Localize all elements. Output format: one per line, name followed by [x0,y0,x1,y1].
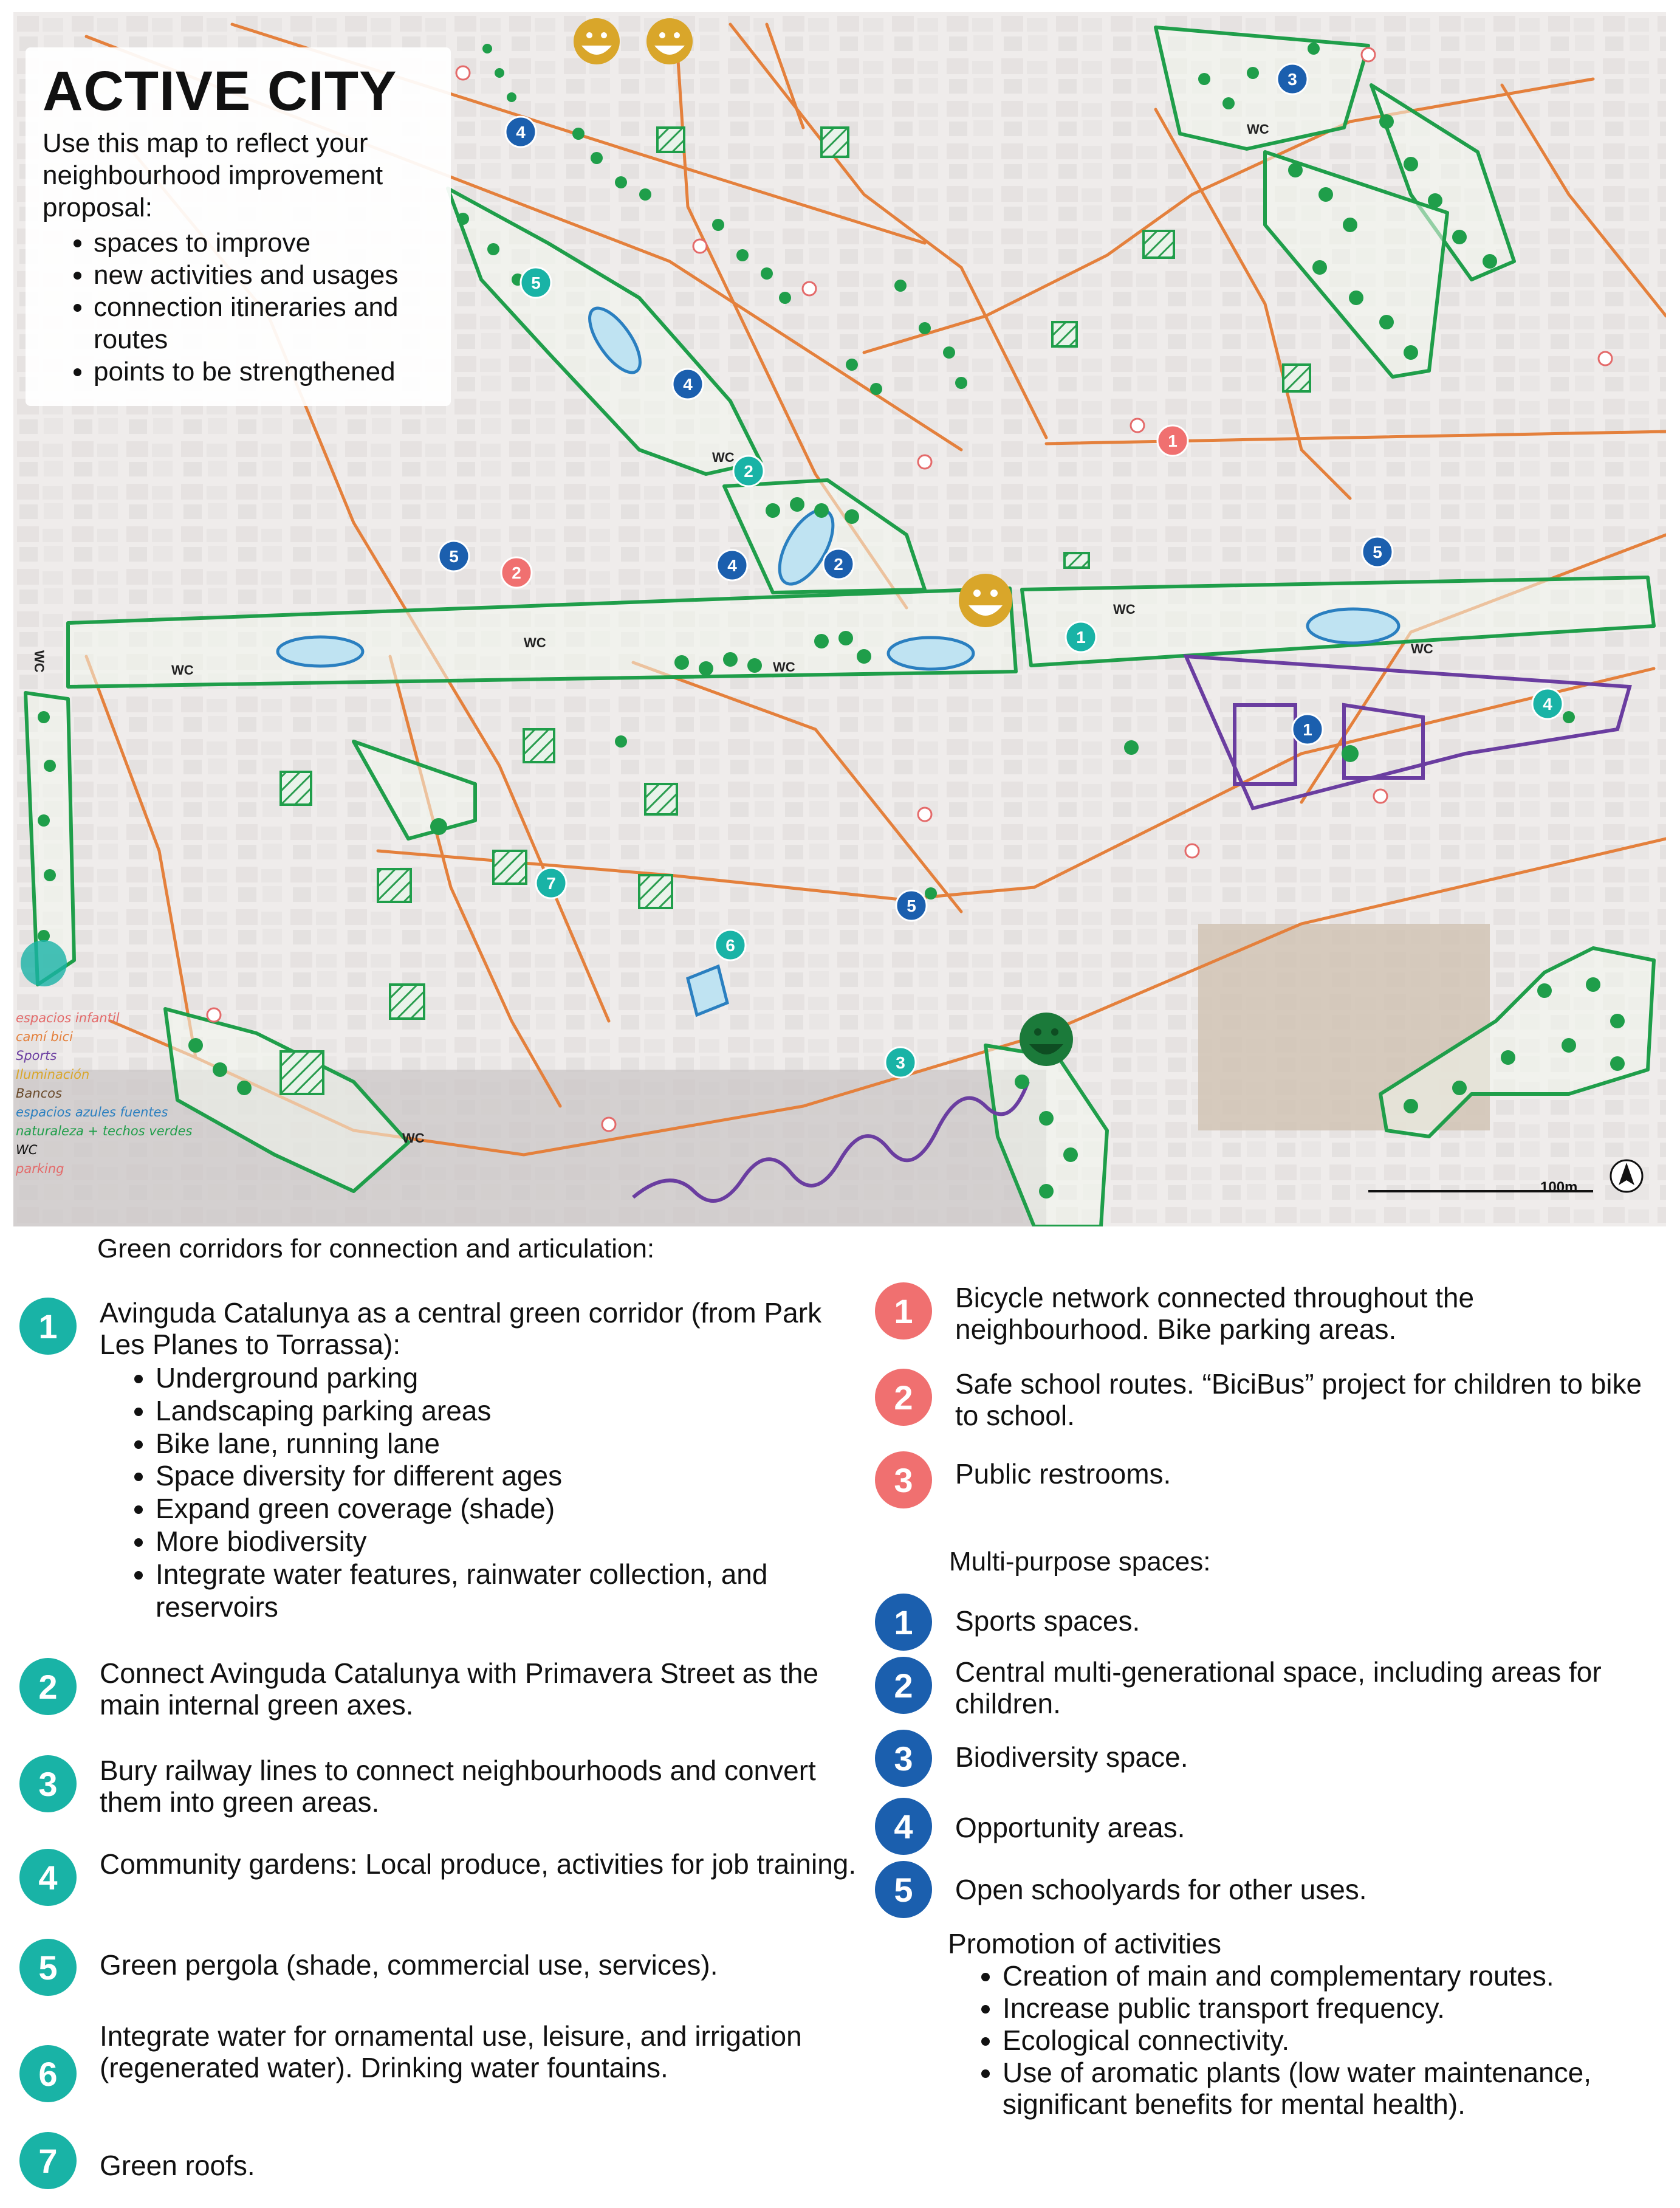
map-marker-number: 2 [744,462,753,481]
wc-label: WC [171,662,194,678]
green-item-7 [19,2132,858,2189]
blue-item-3 [875,1730,1665,1787]
red-item-text: Bicycle network connected throughout the neighbourhood. Bike parking areas. [955,1282,1475,1345]
map-marker-number: 4 [683,375,693,394]
green-number-badge: 3 [19,1755,77,1812]
sub-item: • Landscaping parking areas [156,1395,858,1428]
map-marker-number: 2 [834,555,843,574]
map-marker-number: 4 [516,123,526,142]
sub-item: • More biodiversity [156,1525,858,1558]
wc-label: WC [712,450,735,465]
map-marker-teal-1 [1066,622,1096,652]
intro-item: • points to be strengthened [94,356,434,388]
red-item-text: Safe school routes. “BiciBus” project for children to bike to school. [955,1368,1642,1431]
blue-item-text: Central multi-generational space, including areas for children. [955,1656,1602,1719]
blue-number-badge: 5 [875,1861,932,1918]
map-marker-blue-4 [673,369,703,399]
green-item-text: Green pergola (shade, commercial use, services). [100,1949,718,1981]
green-item-text: Avinguda Catalunya as a central green corridor (from Park Les Planes to Torrassa): [100,1297,822,1360]
green-corridors-title: Green corridors for connection and articulation: [97,1234,655,1264]
legend-entry: WC [16,1143,38,1157]
promotion-block [948,1928,1634,2120]
map-marker-number: 1 [1076,628,1086,647]
intro-item: • connection itineraries and routes [94,292,434,356]
north-arrow-icon [1611,1160,1642,1192]
map-marker-number: 4 [1543,695,1552,714]
sub-item: • Bike lane, running lane [156,1428,858,1460]
smiley-icon [574,18,620,64]
map-marker-blue-4 [506,117,536,147]
blue-item-text: Open schoolyards for other uses. [955,1874,1367,1905]
green-item-text: Community gardens: Local produce, activities for job training. [100,1848,857,1880]
promotion-item: • Use of aromatic plants (low water maintenance, significant benefits for mental health). [1003,2057,1634,2121]
map-marker-number: 5 [1373,543,1382,562]
wc-label: WC [1411,641,1433,656]
legend-entry: naturaleza + techos verdes [16,1124,193,1138]
handwritten-legend [16,1009,192,1178]
legend-entry: espacios azules fuentes [16,1105,168,1119]
promotion-title: Promotion of activities [948,1928,1221,1959]
red-item-text: Public restrooms. [955,1458,1171,1490]
wc-label: WC [1247,122,1269,137]
wc-label: WC [1113,602,1136,617]
map-marker-red-2 [501,557,532,588]
map-marker-number: 5 [531,273,541,292]
red-number-badge: 3 [875,1451,932,1508]
scale-label: 100m [1540,1179,1578,1195]
legend-entry: Bancos [16,1086,62,1101]
map-marker-teal-7 [536,868,566,898]
green-item-6 [19,2021,858,2102]
legend-entry: espacios infantil [16,1011,120,1025]
smiley-icon [646,18,693,64]
map-marker-blue-2 [823,549,854,579]
green-item-text: Green roofs. [100,2150,255,2181]
smiley-icon [959,574,1012,627]
promotion-item: • Creation of main and complementary routes. [1003,1960,1634,1992]
green-item-4 [19,1849,858,1906]
green-number-badge: 7 [19,2132,77,2189]
red-item-2 [875,1369,1665,1432]
green-item-2 [19,1658,858,1721]
green-item-3 [19,1755,858,1818]
page-title: ACTIVE CITY [43,60,397,122]
blue-number-badge: 1 [875,1594,932,1651]
green-item-text: Connect Avinguda Catalunya with Primavera Street as the main internal green axes. [100,1657,819,1721]
wc-label: WC [773,659,795,675]
blue-item-2 [875,1657,1665,1720]
blue-item-4 [875,1798,1665,1855]
green-item-5 [19,1939,858,1996]
map-marker-teal-3 [885,1047,916,1078]
map-marker-number: 3 [1287,70,1297,89]
green-item-1 [19,1298,858,1623]
map-marker-blue-4 [717,550,747,580]
map-marker-number: 1 [1303,720,1312,739]
blue-number-badge: 2 [875,1657,932,1714]
teal-blob [21,940,67,986]
map-marker-teal-6 [715,930,746,960]
intro-item: • spaces to improve [94,227,434,260]
wc-label: WC [32,650,47,673]
green-number-badge: 1 [19,1298,77,1355]
blue-item-5 [875,1861,1665,1918]
red-item-3 [875,1451,1665,1508]
map-intro: Use this map to reflect your neighbourhood improvement proposal: [43,128,383,222]
sub-item: • Expand green coverage (shade) [156,1493,858,1525]
blue-item-text: Biodiversity space. [955,1741,1188,1773]
sub-item: • Underground parking [156,1362,858,1395]
intro-item: • new activities and usages [94,260,434,292]
map-title-card [26,47,451,406]
map-marker-blue-5 [439,541,469,571]
map-marker-number: 5 [449,547,459,566]
wc-label: WC [402,1130,425,1146]
map-marker-blue-5 [1362,537,1393,567]
blue-item-text: Opportunity areas. [955,1812,1185,1843]
map-marker-blue-5 [896,890,927,921]
map-marker-teal-5 [521,267,551,298]
red-item-1 [875,1282,1665,1346]
map-marker-number: 1 [1168,432,1178,450]
promotion-item: • Ecological connectivity. [1003,2024,1634,2057]
map-marker-number: 7 [546,874,556,893]
multi-purpose-title: Multi-purpose spaces: [949,1547,1211,1577]
map-marker-teal-4 [1532,689,1563,719]
blue-number-badge: 3 [875,1730,932,1787]
intro-list [43,227,434,388]
legend-entry: parking [16,1161,64,1176]
blue-number-badge: 4 [875,1798,932,1855]
promotion-list [948,1960,1634,2120]
green-item-text: Integrate water for ornamental use, leisure, and irrigation (regenerated water). Drinking water fountains. [100,2020,802,2083]
smiley-icon [1020,1013,1073,1066]
green-number-badge: 4 [19,1849,77,1906]
legend-entry: Iluminación [16,1067,90,1082]
green-item-sublist [100,1362,858,1624]
map-marker-red-1 [1157,425,1188,456]
promotion-item: • Increase public transport frequency. [1003,1992,1634,2024]
legend-entry: Sports [16,1048,57,1063]
green-item-text: Bury railway lines to connect neighbourhoods and convert them into green areas. [100,1755,816,1818]
map-marker-number: 5 [907,896,916,915]
green-number-badge: 6 [19,2045,77,2102]
sub-item: • Integrate water features, rainwater collection, and reservoirs [156,1558,858,1624]
map-marker-number: 3 [896,1053,905,1072]
red-number-badge: 2 [875,1369,932,1426]
green-number-badge: 2 [19,1658,77,1715]
map-marker-blue-1 [1292,714,1323,745]
map-marker-teal-2 [733,456,764,486]
red-number-badge: 1 [875,1282,932,1340]
map-marker-number: 2 [512,563,521,582]
map-marker-number: 4 [727,556,737,575]
blue-item-1 [875,1594,1665,1651]
map-marker-number: 6 [725,936,735,955]
sub-item: • Space diversity for different ages [156,1460,858,1493]
map-marker-blue-3 [1277,64,1308,94]
wc-label: WC [524,635,546,650]
green-number-badge: 5 [19,1939,77,1996]
blue-item-text: Sports spaces. [955,1605,1140,1637]
legend-entry: camí bici [16,1030,73,1044]
